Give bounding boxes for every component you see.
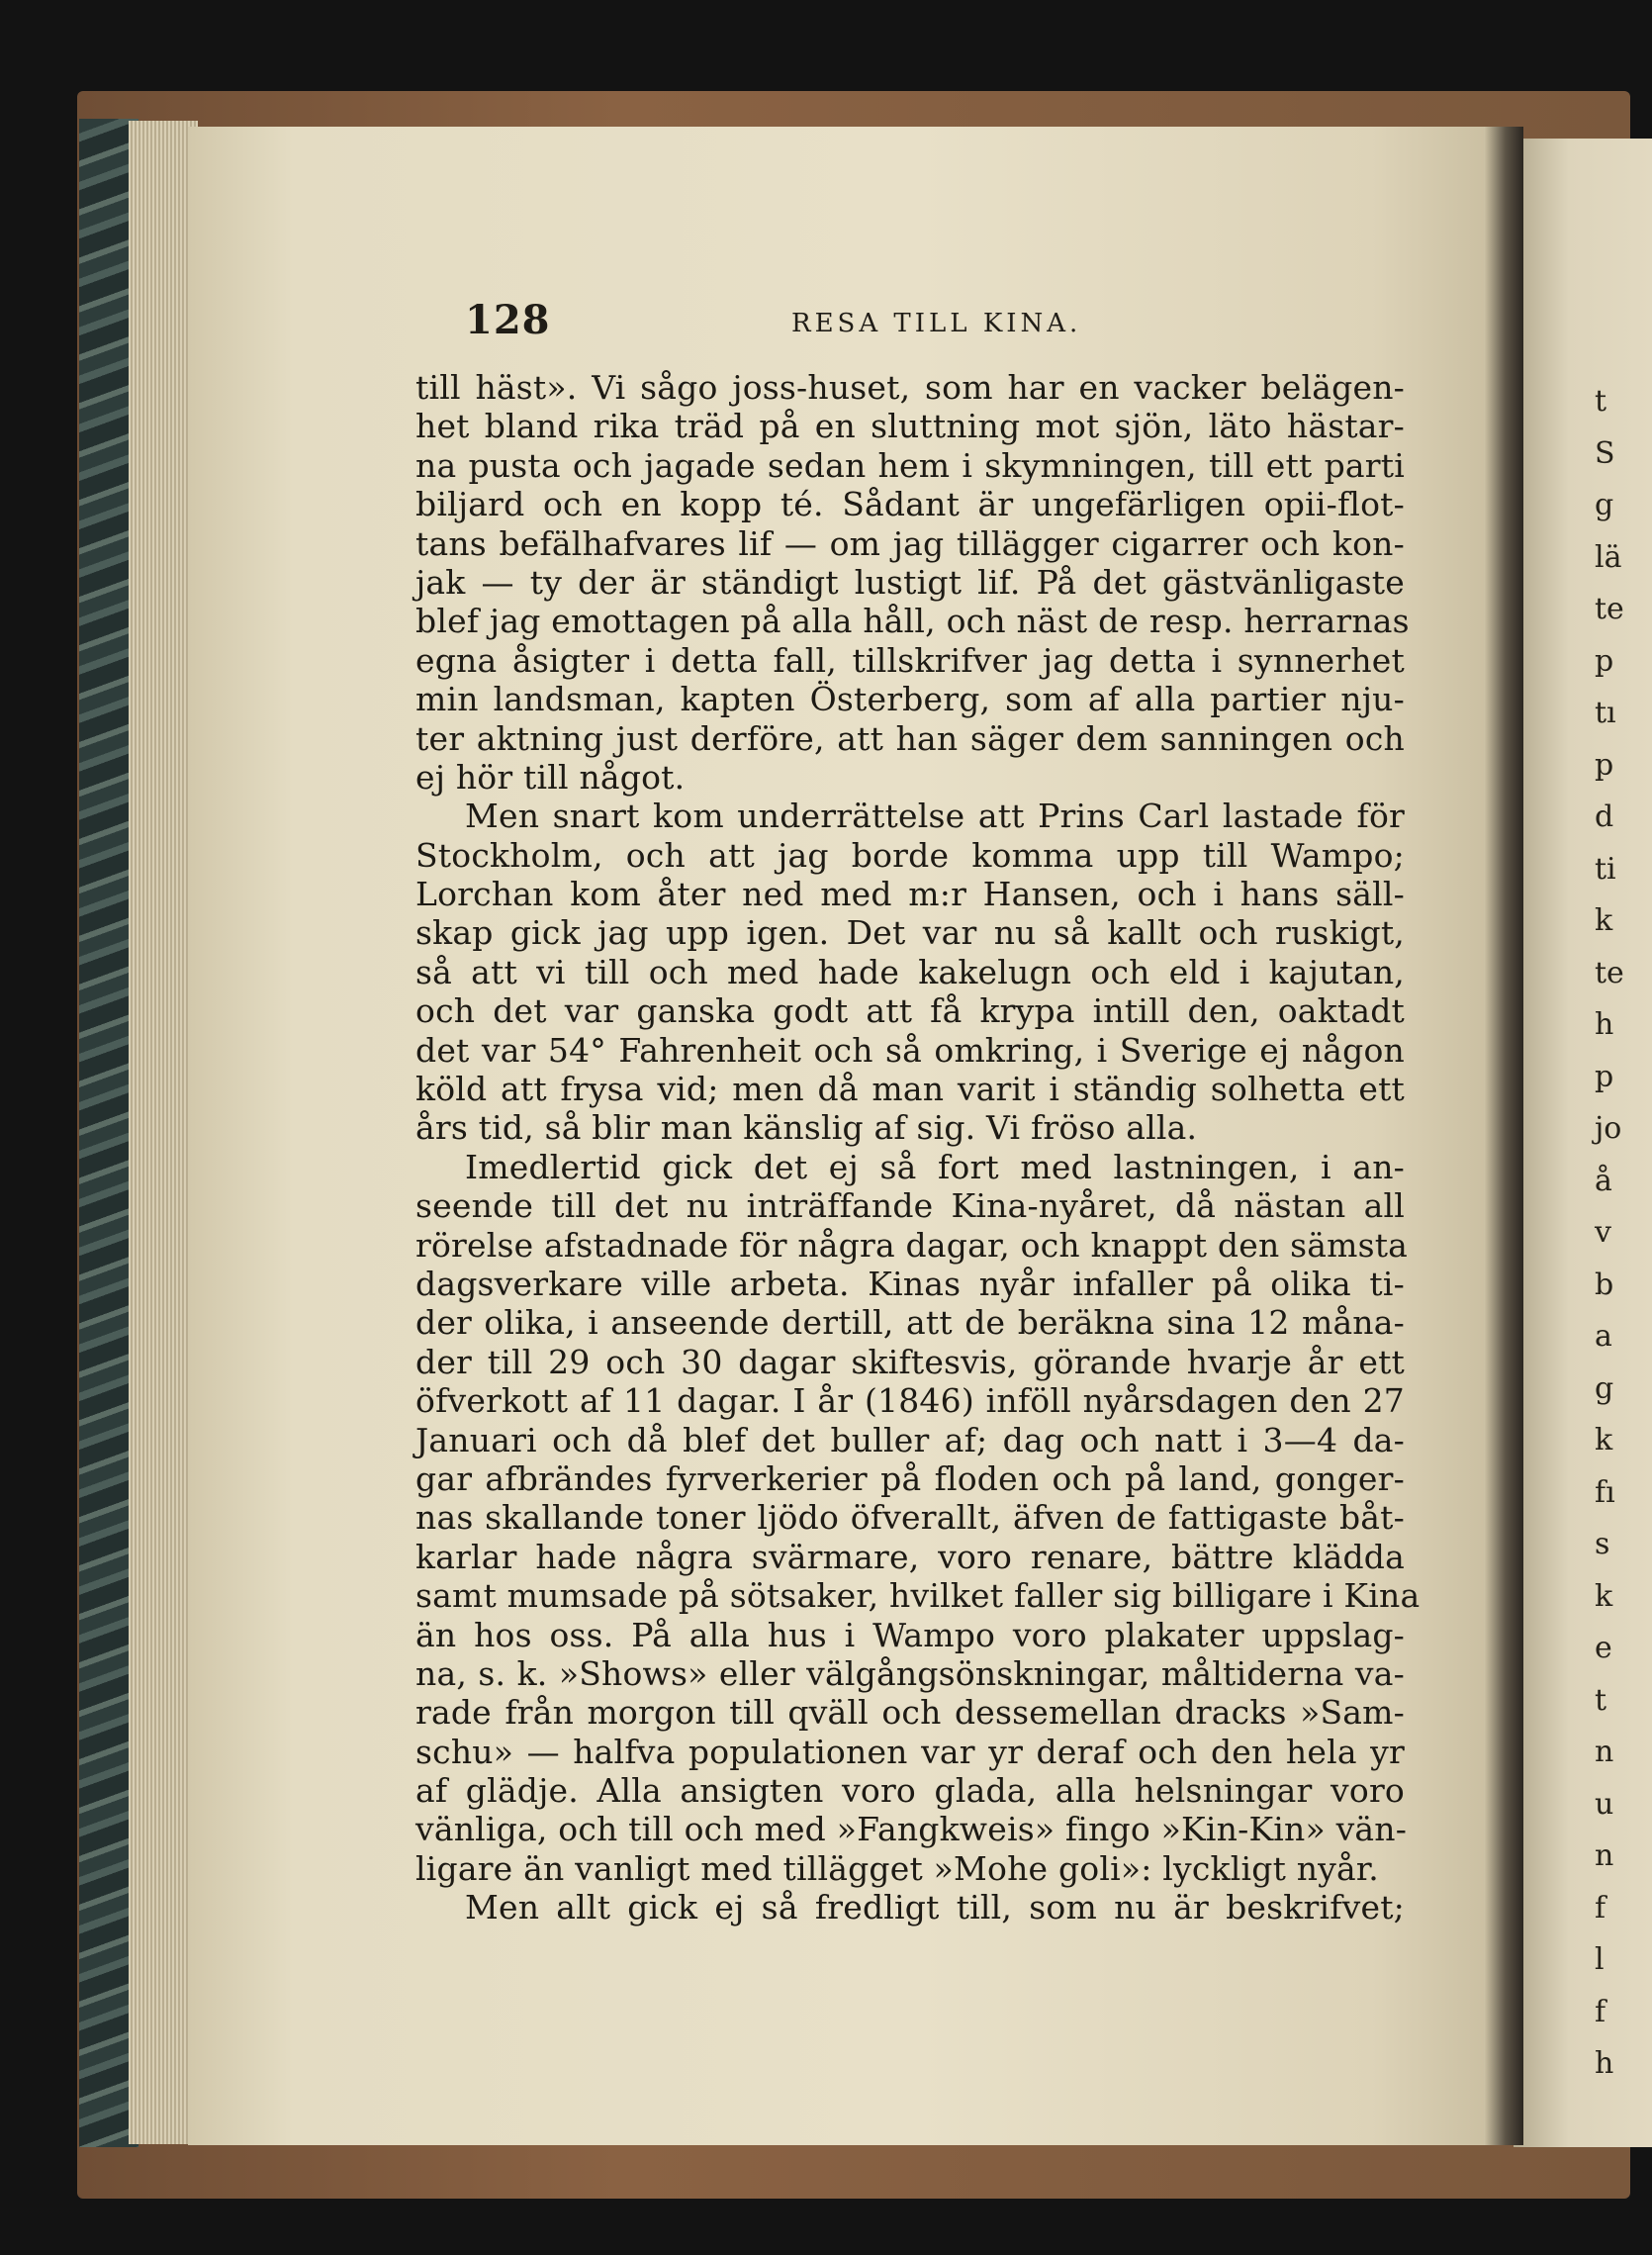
text-line: biljard och en kopp té. Sådant är ungefärligen opii-flot- [415,485,1405,524]
facing-page [1514,139,1652,2147]
text-line: ej hör till något. [415,757,686,797]
margin-letter: g [1595,488,1614,522]
margin-letter: h [1595,1007,1614,1042]
text-line: schu» — halfva populationen var yr deraf och den hela yr [415,1732,1405,1771]
text-line: jak — ty der är ständigt lustigt lif. På det gästvänligaste [415,562,1405,602]
text-line: det var 54° Fahrenheit och så omkring, i Sverige ej någon [415,1030,1405,1070]
margin-letter: te [1595,955,1624,990]
text-line: Imedlertid gick det ej så fort med lastningen, i an- [465,1147,1405,1186]
text-line: rörelse afstadnade för några dagar, och knappt den sämsta [415,1225,1409,1265]
margin-letter: u [1595,1786,1614,1822]
margin-letter: fı [1595,1474,1615,1510]
page-header [465,297,1454,346]
margin-letter: g [1595,1370,1614,1406]
margin-letter: S [1595,435,1615,471]
text-line: och det var ganska godt att få krypa intill den, oaktadt [415,991,1405,1031]
text-line: egna åsigter i detta fall, tillskrifver jag detta i synnerhet [415,640,1405,680]
text-line: års tid, så blir man känslig af sig. Vi fröso alla. [415,1108,1198,1148]
text-line: rade från morgon till qväll och dessemellan dracks »Sam- [415,1693,1405,1733]
margin-letter: f [1595,1994,1606,2029]
margin-letter: n [1595,1735,1614,1769]
margin-letter: te [1595,592,1624,626]
margin-letter: p [1595,1059,1614,1094]
text-line: na, s. k. »Shows» eller välgångsönskningar, måltiderna va- [415,1653,1405,1693]
margin-letter: s [1595,1527,1610,1561]
margin-letter: t [1595,384,1607,419]
margin-letter: tı [1595,696,1616,730]
margin-letter: p [1595,747,1614,783]
text-line: nas skallande toner ljödo öfverallt, äfven de fattigaste båt- [415,1498,1405,1538]
margin-letter: p [1595,643,1614,679]
page-number: 128 [465,297,551,343]
text-line: vänliga, och till och med »Fangkweis» fingo »Kin-Kin» vän- [415,1810,1408,1849]
body-text [415,368,1421,1927]
text-line: öfverkott af 11 dagar. I år (1846) inföll nyårsdagen den 27 [415,1381,1405,1421]
text-line: der olika, i anseende dertill, att de beräkna sina 12 måna- [415,1303,1405,1343]
margin-letter: ti [1595,851,1616,887]
margin-letter: a [1595,1319,1612,1354]
text-line: Men allt gick ej så fredligt till, som nu är beskrifvet; [465,1888,1405,1927]
book-gutter [1484,127,1523,2145]
margin-letter: e [1595,1631,1612,1665]
margin-letter: lä [1595,539,1622,575]
text-line: Stockholm, och att jag borde komma upp till Wampo; [415,835,1405,875]
text-line: tans befälhafvares lif — om jag tillägger cigarrer och kon- [415,523,1405,563]
margin-letter: d [1595,799,1614,834]
margin-letter: v [1595,1215,1611,1250]
text-line: ter aktning just derföre, att han säger dem sanningen och [415,718,1405,758]
margin-letter: t [1595,1682,1607,1718]
margin-letter: n [1595,1838,1614,1873]
text-line: gar afbrändes fyrverkerier på floden och på land, gonger- [415,1458,1405,1498]
text-line: af glädje. Alla ansigten voro glada, alla helsningar voro [415,1771,1405,1811]
text-line: köld att frysa vid; men då man varit i ständig solhetta ett [415,1070,1405,1109]
text-line: än hos oss. På alla hus i Wampo voro plakater uppslag- [415,1615,1405,1654]
text-line: karlar hade några svärmare, voro renare, bättre klädda [415,1537,1405,1576]
text-line: ligare än vanligt med tillägget »Mohe goli»: lyckligt nyår. [415,1848,1379,1888]
text-line: så att vi till och med hade kakelugn och eld i kajutan, [415,952,1405,991]
text-line: Januari och då blef det buller af; dag och natt i 3—4 da- [415,1420,1405,1459]
margin-letter: k [1595,1423,1613,1457]
margin-letter: k [1595,903,1613,938]
running-title: RESA TILL KINA. [791,309,1082,338]
margin-letter: h [1595,2046,1614,2081]
text-line: dagsverkare ville arbeta. Kinas nyår infaller på olika ti- [415,1264,1405,1303]
margin-letter: k [1595,1578,1613,1614]
margin-letter: å [1595,1163,1612,1198]
text-line: blef jag emottagen på alla håll, och näst de resp. herrarnas [415,602,1410,641]
margin-letter: jo [1595,1111,1622,1146]
margin-letter: f [1595,1890,1606,1926]
text-line: min landsman, kapten Österberg, som af alla partier nju- [415,680,1405,719]
text-line: der till 29 och 30 dagar skiftesvis, görande hvarje år ett [415,1342,1405,1381]
facing-page-margin-text [1595,376,1624,2091]
text-line: het bland rika träd på en sluttning mot sjön, läto hästar- [415,407,1405,446]
margin-letter: b [1595,1267,1614,1302]
text-line: seende till det nu inträffande Kina-nyåret, då nästan all [415,1186,1405,1226]
text-line: skap gick jag upp igen. Det var nu så kallt och ruskigt, [415,913,1405,953]
text-line: till häst». Vi sågo joss-huset, som har en vacker belägen- [415,368,1405,407]
text-line: na pusta och jagade sedan hem i skymningen, till ett parti [415,445,1405,485]
text-line: Men snart kom underrättelse att Prins Carl lastade för [465,797,1405,836]
text-line: Lorchan kom åter ned med m:r Hansen, och i hans säll- [415,875,1405,914]
margin-letter: l [1595,1942,1605,1977]
text-line: samt mumsade på sötsaker, hvilket faller sig billigare i Kina [415,1576,1421,1616]
